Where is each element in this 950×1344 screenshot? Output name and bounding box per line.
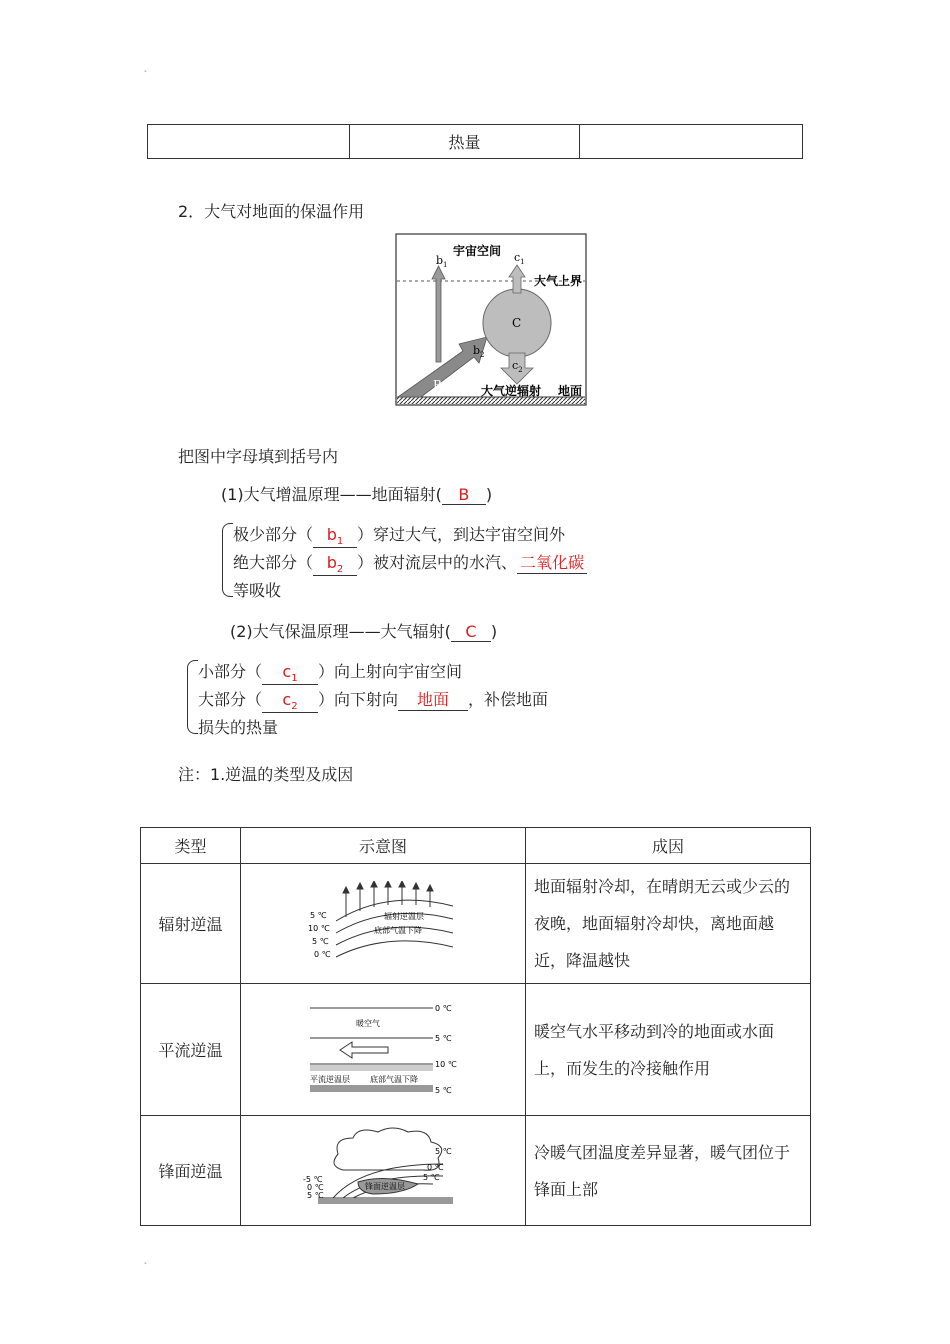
svg-text:10 ℃: 10 ℃ xyxy=(435,1059,457,1069)
p1-ans-co2: 二氧化碳 xyxy=(517,550,587,574)
greenhouse-diagram xyxy=(395,233,588,407)
p2-heading xyxy=(230,619,497,642)
heat-table xyxy=(147,124,803,159)
header-type: 类型 xyxy=(141,828,241,864)
svg-text:5 ℃: 5 ℃ xyxy=(310,910,327,920)
fig-radiation-cell xyxy=(241,864,526,984)
inversion-table-header xyxy=(141,828,811,864)
p1-line-2: 绝大部分（ $b_2$ ）被对流层中的水汽、 二氧化碳 xyxy=(233,550,587,576)
header-mark: ˛ xyxy=(143,62,148,73)
advection-inversion-figure xyxy=(308,998,458,1098)
p2-heading-text: (2)大气保温原理——大气辐射( xyxy=(230,622,451,641)
ground-label: 地面 xyxy=(558,384,583,398)
p2-ans-c2: $c_2$ xyxy=(262,690,318,713)
ground-hatch xyxy=(397,397,585,404)
p2-brace xyxy=(187,660,198,734)
c2-label: $c_2$ xyxy=(512,359,523,374)
note-title: 注：1.逆温的类型及成因 xyxy=(178,765,354,784)
svg-text:5 ℃: 5 ℃ xyxy=(435,1146,452,1156)
p2-line-1: 小部分（ $c_1$ ）向上射向宇宙空间 xyxy=(198,662,463,685)
p1-heading-close: ) xyxy=(485,485,493,504)
svg-text:5 ℃: 5 ℃ xyxy=(423,1172,440,1182)
p2-answer: C xyxy=(451,622,491,642)
section-title: 2．大气对地面的保温作用 xyxy=(178,202,365,221)
c1-label: $c_1$ xyxy=(514,251,525,266)
table-row xyxy=(141,984,811,1116)
space-label: 宇宙空间 xyxy=(453,244,502,258)
svg-text:5 ℃: 5 ℃ xyxy=(312,936,329,946)
svg-text:锋面逆温层: 锋面逆温层 xyxy=(365,1181,405,1191)
p1-heading xyxy=(221,482,492,505)
frontal-inversion-figure xyxy=(303,1124,463,1214)
counter-radiation-label: 大气逆辐射 xyxy=(481,384,542,398)
svg-text:0 ℃: 0 ℃ xyxy=(314,949,331,959)
p2-ans-ground: 地面 xyxy=(398,687,468,711)
table-row xyxy=(141,1116,811,1226)
top-boundary-label: 大气上界 xyxy=(534,274,583,288)
svg-text:底部气温下降: 底部气温下降 xyxy=(370,1074,418,1084)
svg-text:-5 ℃: -5 ℃ xyxy=(303,1174,323,1184)
p2-ans-c1: $c_1$ xyxy=(262,662,318,685)
heat-table-cell-2: 热量 xyxy=(350,125,580,159)
svg-text:暖空气: 暖空气 xyxy=(356,1018,380,1028)
svg-text:0 ℃: 0 ℃ xyxy=(435,1003,452,1013)
cause-advection: 暖空气水平移动到冷的地面或水面上，而发生的冷接触作用 xyxy=(526,984,811,1116)
p1-heading-text: (1)大气增温原理——地面辐射( xyxy=(221,485,442,504)
p1-answer: B xyxy=(442,485,486,505)
b2-label: $b_2$ xyxy=(473,344,485,359)
radiation-inversion-figure xyxy=(308,881,458,963)
table-row xyxy=(141,864,811,984)
svg-text:10 ℃: 10 ℃ xyxy=(308,923,330,933)
instruction: 把图中字母填到括号内 xyxy=(178,447,339,466)
svg-text:5 ℃: 5 ℃ xyxy=(307,1190,324,1200)
cause-radiation: 地面辐射冷却，在晴朗无云或少云的夜晚，地面辐射冷却快，离地面越近，降温越快 xyxy=(526,864,811,984)
b1-label: $b_1$ xyxy=(436,254,448,269)
footer-mark: ˛ xyxy=(143,1254,148,1265)
type-frontal: 锋面逆温 xyxy=(141,1116,241,1226)
fig-frontal-cell xyxy=(241,1116,526,1226)
p1-line-3: 等吸收 xyxy=(233,581,282,600)
inversion-table xyxy=(140,827,811,1226)
svg-text:平流逆温层: 平流逆温层 xyxy=(310,1074,350,1084)
p1-ans-b1: $b_1$ xyxy=(313,525,357,548)
B-label: B xyxy=(433,378,442,392)
p1-line-1: 极少部分（ $b_1$ ）穿过大气，到达宇宙空间外 xyxy=(233,525,566,548)
C-label: C xyxy=(512,316,522,330)
header-figure: 示意图 xyxy=(241,828,526,864)
svg-text:5 ℃: 5 ℃ xyxy=(435,1033,452,1043)
cause-frontal: 冷暖气团温度差异显著，暖气团位于锋面上部 xyxy=(526,1116,811,1226)
p2-line-3: 损失的热量 xyxy=(198,718,279,737)
p1-ans-b2: $b_2$ xyxy=(313,553,357,576)
type-advection: 平流逆温 xyxy=(141,984,241,1116)
header-cause: 成因 xyxy=(526,828,811,864)
p2-heading-close: ) xyxy=(490,622,498,641)
type-radiation: 辐射逆温 xyxy=(141,864,241,984)
svg-text:0 ℃: 0 ℃ xyxy=(427,1162,444,1172)
p2-line-2: 大部分（ $c_2$ ）向下射向 地面 ，补偿地面 xyxy=(198,687,548,713)
svg-text:辐射逆温层: 辐射逆温层 xyxy=(384,911,424,921)
fig-advection-cell xyxy=(241,984,526,1116)
svg-text:0 ℃: 0 ℃ xyxy=(307,1182,324,1192)
heat-table-cell-1 xyxy=(148,125,350,159)
svg-text:底部气温下降: 底部气温下降 xyxy=(374,925,422,935)
heat-table-cell-3 xyxy=(580,125,803,159)
svg-text:5 ℃: 5 ℃ xyxy=(435,1085,452,1095)
p1-brace xyxy=(222,523,233,597)
